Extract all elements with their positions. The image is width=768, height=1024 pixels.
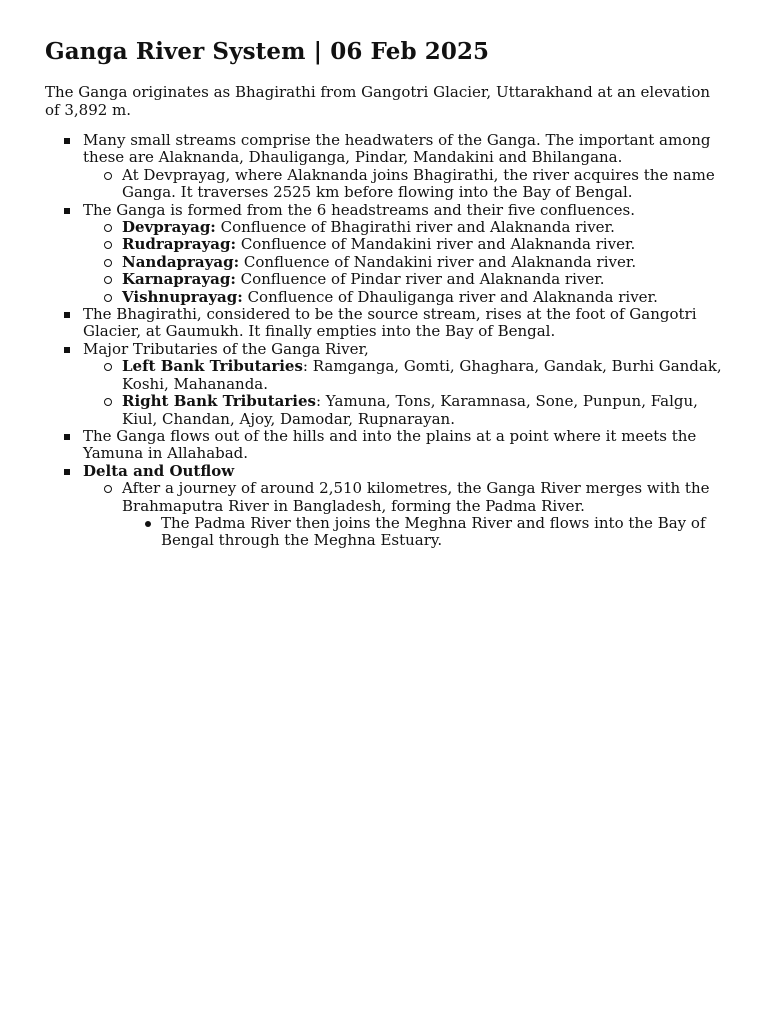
main-bullet-list <box>45 132 728 550</box>
intro-paragraph: The Ganga originates as Bhagirathi from Gangotri Glacier, Uttarakhand at an elevation of 3,892 m. <box>45 83 711 119</box>
bullet-text: Major Tributaries of the Ganga River, <box>83 339 369 358</box>
confluence-item <box>83 271 728 288</box>
tributary-item-left-bank <box>83 358 728 393</box>
tributary-text: : Ramganga, Gomti, Ghaghara, Gandak, Burhi Gandak, Koshi, Mahananda. <box>122 357 722 393</box>
bullet-bhagirathi-source <box>45 306 728 341</box>
confluence-text: Confluence of Bhagirathi river and Alaknanda river. <box>215 218 615 237</box>
confluence-name: Devprayag: <box>122 218 216 237</box>
confluence-text: Confluence of Dhauliganga river and Alaknanda river. <box>242 287 658 306</box>
bullet-text: The Ganga is formed from the 6 headstreams and their five confluences. <box>83 200 636 219</box>
confluence-name: Karnaprayag: <box>122 270 236 289</box>
bullet-headstreams <box>45 202 728 306</box>
confluence-name: Nandaprayag: <box>122 252 240 271</box>
sub-bullet-text: At Devprayag, where Alaknanda joins Bhagirathi, the river acquires the name Ganga. It traverses 2525 km before flowing into the Bay of Bengal. <box>122 165 715 202</box>
sub-bullet-text: After a journey of around 2,510 kilometres, the Ganga River merges with the Brahmaputra River in Bangladesh, forming the Padma River. <box>122 479 710 515</box>
bullet-text: The Bhagirathi, considered to be the source stream, rises at the foot of Gangotri Glacier, at Gaumukh. It finally empties into the Bay of Bengal. <box>83 305 697 341</box>
confluence-list <box>83 219 728 306</box>
bullet-headwaters <box>45 132 728 202</box>
sub-list <box>83 167 728 202</box>
sub-sub-bullet-text: The Padma River then joins the Meghna River and flows into the Bay of Bengal through the Meghna Estuary. <box>161 513 706 550</box>
confluence-name: Rudraprayag: <box>122 235 237 254</box>
sub-sub-bullet-padma <box>122 515 728 550</box>
confluence-name: Vishnuprayag: <box>122 287 243 306</box>
bullet-delta-outflow <box>45 463 728 550</box>
confluence-item <box>83 254 728 271</box>
sub-list <box>83 480 728 550</box>
page-title: Ganga River System | 06 Feb 2025 <box>45 38 490 65</box>
bullet-text: Many small streams comprise the headwaters of the Ganga. The important among these are Alaknanda, Dhauliganga, Pindar, Mandakini and Bhilangana. <box>83 131 711 167</box>
tributary-text: : Yamuna, Tons, Karamnasa, Sone, Punpun, Falgu, Kiul, Chandan, Ajoy, Damodar, Rupnarayan. <box>122 392 698 428</box>
confluence-item <box>83 219 728 236</box>
sub-bullet-devprayag-note <box>83 167 728 202</box>
bullet-text: The Ganga flows out of the hills and into the plains at a point where it meets the Yamuna in Allahabad. <box>83 426 697 463</box>
tributary-label: Right Bank Tributaries <box>122 392 316 411</box>
tributary-item-right-bank <box>83 393 728 428</box>
bullet-heading: Delta and Outflow <box>83 461 235 480</box>
confluence-text: Confluence of Pindar river and Alaknanda river. <box>235 270 605 289</box>
sub-bullet-brahmaputra <box>83 480 728 550</box>
tributaries-list <box>83 358 728 428</box>
bullet-plains <box>45 428 728 463</box>
bullet-tributaries <box>45 341 728 428</box>
confluence-item <box>83 289 728 306</box>
confluence-item <box>83 236 728 253</box>
confluence-text: Confluence of Nandakini river and Alaknanda river. <box>239 252 637 271</box>
sub-sub-list <box>122 515 728 550</box>
tributary-label: Left Bank Tributaries <box>122 357 303 376</box>
confluence-text: Confluence of Mandakini river and Alaknanda river. <box>236 235 636 254</box>
